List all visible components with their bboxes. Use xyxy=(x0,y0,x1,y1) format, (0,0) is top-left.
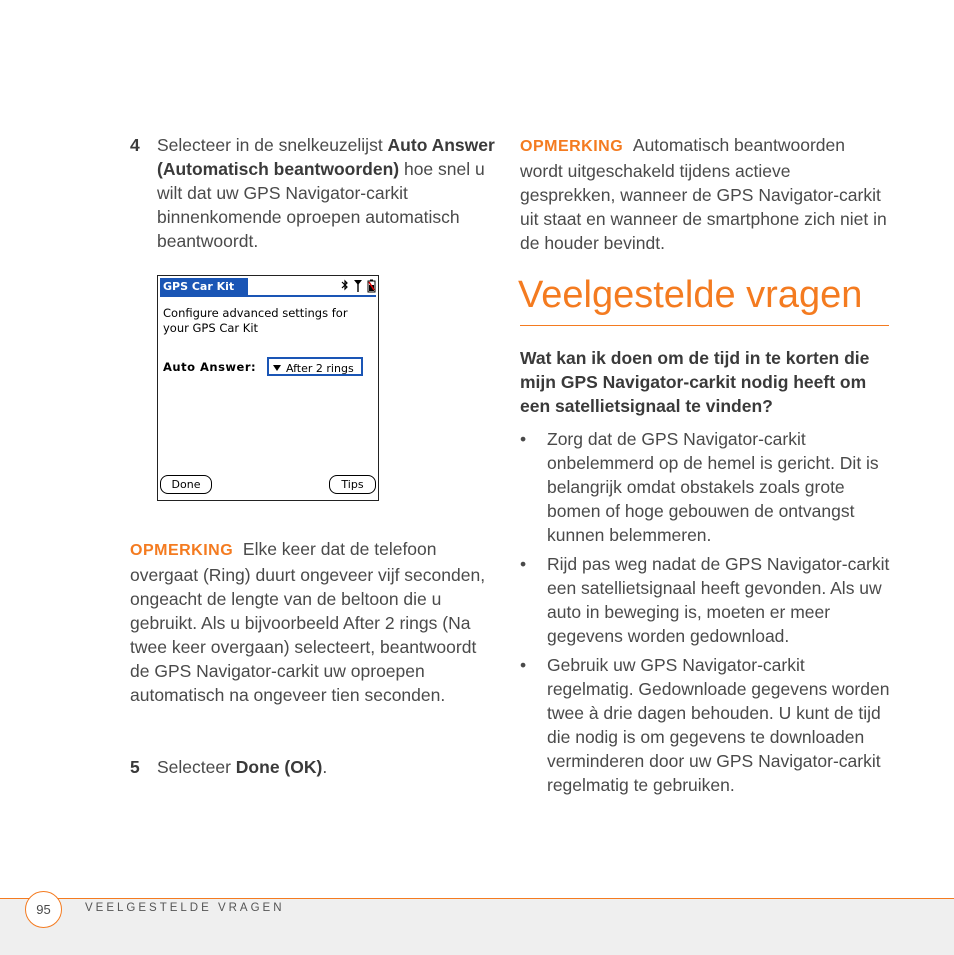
note-text: Automatisch beantwoorden wordt uitgeschakeld tijdens actieve gesprekken, wanneer de GPS Navigator-carkit uit staat en wanneer de smartphone zich niet in de houder bevindt. xyxy=(520,135,887,253)
palm-title: GPS Car Kit xyxy=(160,278,248,295)
step-4-bold: Auto Answer (Automatisch beantwoorden) xyxy=(157,135,495,179)
note-text: Elke keer dat de telefoon overgaat (Ring) duurt ongeveer vijf seconden, ongeacht de lengte van de beltoon die u gebruikt. Als u bijvoorbeeld After 2 rings (Na twee keer overgaan) selecteert, beantwoordt de GPS Navigator-carkit uw oproepen automatisch na ongeveer tien seconden. xyxy=(130,539,486,705)
note-label: OPMERKING xyxy=(520,138,624,155)
step-number: 4 xyxy=(130,135,140,155)
battery-icon xyxy=(366,279,376,293)
list-item-text: Gebruik uw GPS Navigator-carkit regelmatig. Gedownloade gegevens worden twee à drie dagen behouden. U kunt de tijd die nodig is om gegevens te downloaden verminderen door uw GPS Navigator-carkit regelmatig te gebruiken. xyxy=(547,655,890,795)
bullet-icon: • xyxy=(520,429,527,449)
step-5-text xyxy=(157,755,500,779)
palm-prompt: Configure advanced settings for your GPS Car Kit xyxy=(163,306,348,335)
faq-answer-list xyxy=(520,427,890,802)
list-item xyxy=(520,552,890,648)
done-button[interactable]: Done xyxy=(160,475,212,494)
note-left xyxy=(130,537,500,707)
list-item-text: Zorg dat de GPS Navigator-carkit onbelemmerd op de hemel is gericht. Dit is belangrijk omdat obstakels zoals grote bomen of hoge gebouwen de ontvangst kunnen belemmeren. xyxy=(547,429,879,545)
tips-button[interactable]: Tips xyxy=(329,475,376,494)
step-5-text-after: . xyxy=(322,757,328,777)
step-4-text xyxy=(157,133,500,253)
step-5-text-before: Selecteer xyxy=(157,757,236,777)
dropdown-triangle-icon xyxy=(273,365,281,371)
auto-answer-select[interactable] xyxy=(267,357,363,376)
bullet-icon: • xyxy=(520,655,527,675)
step-4-text-before: Selecteer in de snelkeuzelijst xyxy=(157,135,388,155)
note-right xyxy=(520,133,890,255)
page-number: 95 xyxy=(25,891,62,928)
list-item xyxy=(520,427,890,547)
palm-title-rule xyxy=(160,295,376,297)
step-5-bold: Done (OK) xyxy=(235,757,323,777)
step-5 xyxy=(130,755,500,779)
footer-section-label: VEELGESTELDE VRAGEN xyxy=(85,902,285,914)
bluetooth-icon xyxy=(340,279,350,293)
signal-icon xyxy=(353,279,363,293)
palm-screenshot xyxy=(157,275,379,501)
note-label: OPMERKING xyxy=(130,542,234,559)
section-divider xyxy=(520,325,889,326)
auto-answer-label: Auto Answer: xyxy=(163,360,257,374)
list-item xyxy=(520,653,890,797)
bullet-icon: • xyxy=(520,554,527,574)
palm-status-icons xyxy=(340,278,376,294)
faq-question: Wat kan ik doen om de tijd in te korten die mijn GPS Navigator-carkit nodig heeft om een satellietsignaal te vinden? xyxy=(520,348,870,416)
step-4 xyxy=(130,133,500,253)
auto-answer-value: After 2 rings xyxy=(286,362,354,375)
step-number: 5 xyxy=(130,757,140,777)
section-title: Veelgestelde vragen xyxy=(518,274,863,316)
list-item-text: Rijd pas weg nadat de GPS Navigator-carkit een satellietsignaal heeft gevonden. Als uw auto in beweging is, moeten er meer gegevens worden gedownload. xyxy=(547,554,890,646)
step-4-text-after: hoe snel u wilt dat uw GPS Navigator-carkit binnenkomende oproepen automatisch beantwoordt. xyxy=(157,159,485,251)
